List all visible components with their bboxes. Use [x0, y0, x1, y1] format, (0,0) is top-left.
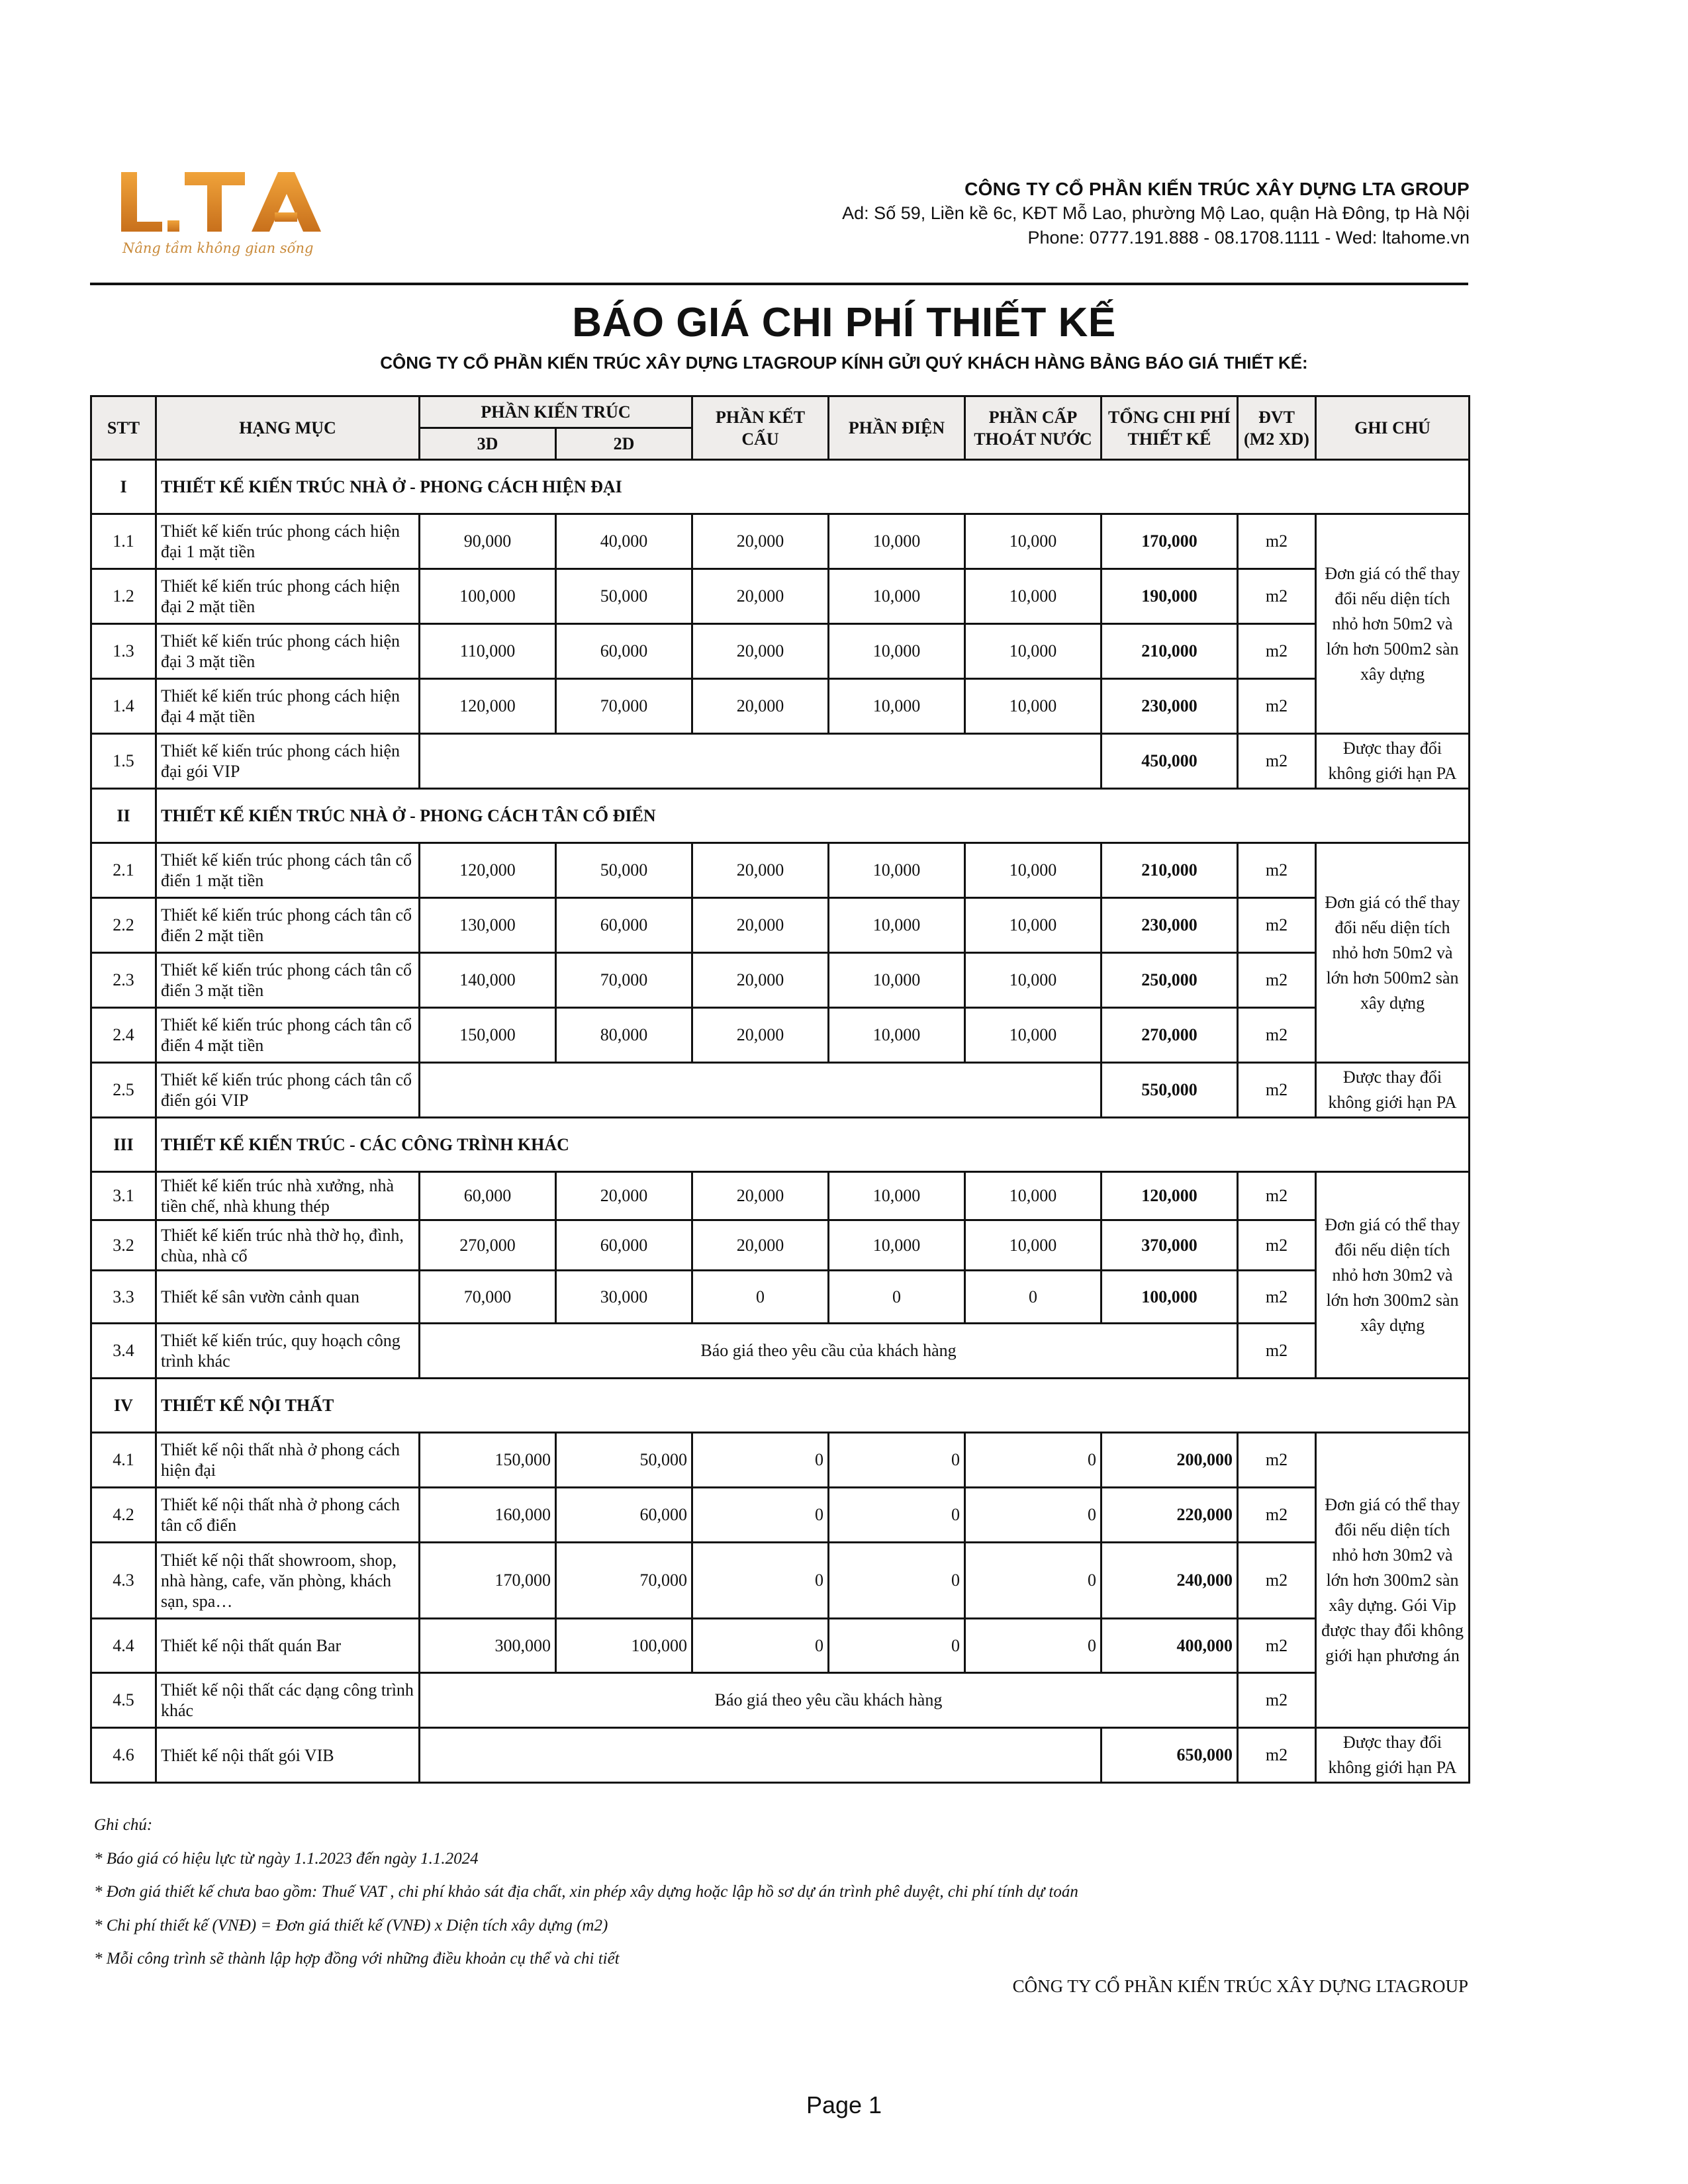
row-2d: 70,000	[556, 1543, 692, 1619]
row-structure: 0	[692, 1271, 829, 1324]
row-item-name: Thiết kế kiến trúc phong cách tân cổ điển 1 mặt tiền	[156, 843, 420, 898]
row-total: 230,000	[1102, 679, 1238, 734]
row-total: 240,000	[1102, 1543, 1238, 1619]
row-electrical: 10,000	[829, 679, 965, 734]
row-stt: 1.2	[91, 569, 156, 624]
company-contact: Phone: 0777.191.888 - 08.1708.1111 - Wed: ltahome.vn	[1027, 228, 1470, 248]
header-2d: 2D	[556, 428, 692, 460]
company-signature: CÔNG TY CỔ PHẦN KIẾN TRÚC XÂY DỰNG LTAGROUP	[1012, 1976, 1468, 1996]
table-row	[91, 1488, 1470, 1543]
row-item-name: Thiết kế nội thất showroom, shop, nhà hàng, cafe, văn phòng, khách sạn, spa…	[156, 1543, 420, 1619]
section-id: I	[91, 460, 156, 514]
row-structure: 20,000	[692, 898, 829, 953]
row-electrical: 10,000	[829, 514, 965, 569]
row-item-name: Thiết kế kiến trúc, quy hoạch công trình khác	[156, 1324, 420, 1379]
row-unit: m2	[1238, 1324, 1316, 1379]
row-plumbing: 10,000	[965, 569, 1102, 624]
note-item: * Chi phí thiết kế (VNĐ) = Đơn giá thiết kế (VNĐ) x Diện tích xây dựng (m2)	[94, 1916, 608, 1934]
page-number: Page 1	[806, 2091, 882, 2118]
row-unit: m2	[1238, 569, 1316, 624]
row-electrical: 10,000	[829, 569, 965, 624]
row-total: 550,000	[1102, 1063, 1238, 1118]
row-item-name: Thiết kế kiến trúc phong cách tân cổ điển 3 mặt tiền	[156, 953, 420, 1008]
row-electrical: 10,000	[829, 1220, 965, 1271]
row-total: 650,000	[1102, 1728, 1238, 1783]
table-row	[91, 624, 1470, 679]
row-unit: m2	[1238, 1728, 1316, 1783]
row-empty-merged	[420, 734, 1102, 789]
row-structure: 20,000	[692, 953, 829, 1008]
table-row	[91, 1324, 1470, 1379]
company-logo	[116, 169, 334, 268]
row-total: 100,000	[1102, 1271, 1238, 1324]
row-2d: 50,000	[556, 843, 692, 898]
row-2d: 70,000	[556, 679, 692, 734]
row-note: Đơn giá có thể thay đổi nếu diện tích nhỏ hơn 50m2 và lớn hơn 500m2 sàn xây dựng	[1316, 843, 1470, 1063]
row-electrical: 10,000	[829, 624, 965, 679]
row-note: Được thay đổi không giới hạn PA	[1316, 1063, 1470, 1118]
row-stt: 1.4	[91, 679, 156, 734]
row-stt: 4.6	[91, 1728, 156, 1783]
row-plumbing: 0	[965, 1433, 1102, 1488]
table-row	[91, 843, 1470, 898]
row-stt: 3.2	[91, 1220, 156, 1271]
table-row	[91, 1673, 1470, 1728]
row-item-name: Thiết kế kiến trúc phong cách hiện đại gói VIP	[156, 734, 420, 789]
row-structure: 0	[692, 1619, 829, 1673]
row-stt: 2.5	[91, 1063, 156, 1118]
table-row	[91, 1063, 1470, 1118]
header-item: HẠNG MỤC	[156, 396, 420, 460]
table-row	[91, 569, 1470, 624]
row-3d: 270,000	[420, 1220, 556, 1271]
row-electrical: 10,000	[829, 953, 965, 1008]
row-2d: 20,000	[556, 1172, 692, 1220]
table-row	[91, 679, 1470, 734]
row-total: 220,000	[1102, 1488, 1238, 1543]
row-item-name: Thiết kế kiến trúc phong cách tân cổ điển gói VIP	[156, 1063, 420, 1118]
section-title: THIẾT KẾ KIẾN TRÚC NHÀ Ở - PHONG CÁCH TÂN CỔ ĐIỂN	[156, 789, 1470, 843]
row-total: 210,000	[1102, 843, 1238, 898]
table-row	[91, 1220, 1470, 1271]
table-row	[91, 1008, 1470, 1063]
notes-section	[94, 1809, 1078, 1976]
section-row	[91, 1118, 1470, 1172]
row-plumbing: 10,000	[965, 1008, 1102, 1063]
section-title: THIẾT KẾ KIẾN TRÚC - CÁC CÔNG TRÌNH KHÁC	[156, 1118, 1470, 1172]
table-row	[91, 514, 1470, 569]
row-empty-merged	[420, 1063, 1102, 1118]
row-3d: 300,000	[420, 1619, 556, 1673]
row-unit: m2	[1238, 1172, 1316, 1220]
row-merged-quote: Báo giá theo yêu cầu khách hàng	[420, 1673, 1238, 1728]
row-3d: 100,000	[420, 569, 556, 624]
table-row	[91, 1543, 1470, 1619]
row-3d: 140,000	[420, 953, 556, 1008]
row-electrical: 0	[829, 1488, 965, 1543]
row-structure: 20,000	[692, 679, 829, 734]
row-item-name: Thiết kế nội thất các dạng công trình khác	[156, 1673, 420, 1728]
row-note: Đơn giá có thể thay đổi nếu diện tích nhỏ hơn 30m2 và lớn hơn 300m2 sàn xây dựng	[1316, 1172, 1470, 1379]
row-plumbing: 10,000	[965, 679, 1102, 734]
document-subtitle: CÔNG TY CỔ PHẦN KIẾN TRÚC XÂY DỰNG LTAGROUP KÍNH GỬI QUÝ KHÁCH HÀNG BẢNG BÁO GIÁ THIẾT KẾ:	[380, 353, 1308, 373]
row-stt: 4.1	[91, 1433, 156, 1488]
section-title: THIẾT KẾ KIẾN TRÚC NHÀ Ở - PHONG CÁCH HIỆN ĐẠI	[156, 460, 1470, 514]
row-plumbing: 10,000	[965, 624, 1102, 679]
table-row	[91, 1619, 1470, 1673]
section-row	[91, 460, 1470, 514]
row-stt: 4.4	[91, 1619, 156, 1673]
row-plumbing: 10,000	[965, 843, 1102, 898]
row-unit: m2	[1238, 1008, 1316, 1063]
company-address: Ad: Số 59, Liền kề 6c, KĐT Mỗ Lao, phường Mộ Lao, quận Hà Đông, tp Hà Nội	[842, 203, 1470, 223]
row-total: 200,000	[1102, 1433, 1238, 1488]
row-item-name: Thiết kế kiến trúc phong cách hiện đại 3 mặt tiền	[156, 624, 420, 679]
row-plumbing: 10,000	[965, 898, 1102, 953]
row-item-name: Thiết kế kiến trúc nhà xưởng, nhà tiền chế, nhà khung thép	[156, 1172, 420, 1220]
table-row	[91, 1271, 1470, 1324]
header-stt: STT	[91, 396, 156, 460]
row-electrical: 0	[829, 1271, 965, 1324]
row-2d: 30,000	[556, 1271, 692, 1324]
table-row	[91, 1433, 1470, 1488]
row-unit: m2	[1238, 898, 1316, 953]
header-plumbing: PHẦN CẤP THOÁT NƯỚC	[965, 396, 1102, 460]
row-stt: 4.5	[91, 1673, 156, 1728]
row-item-name: Thiết kế nội thất gói VIB	[156, 1728, 420, 1783]
row-total: 400,000	[1102, 1619, 1238, 1673]
quotation-table	[90, 395, 1470, 1784]
row-total: 190,000	[1102, 569, 1238, 624]
row-structure: 20,000	[692, 843, 829, 898]
row-structure: 20,000	[692, 1220, 829, 1271]
section-id: II	[91, 789, 156, 843]
row-2d: 60,000	[556, 1220, 692, 1271]
row-total: 270,000	[1102, 1008, 1238, 1063]
row-structure: 0	[692, 1488, 829, 1543]
row-3d: 120,000	[420, 843, 556, 898]
logo-tagline: Nâng tầm không gian sống	[122, 240, 314, 256]
row-structure: 20,000	[692, 1008, 829, 1063]
row-unit: m2	[1238, 1220, 1316, 1271]
row-note: Đơn giá có thể thay đổi nếu diện tích nhỏ hơn 30m2 và lớn hơn 300m2 sàn xây dựng. Gói Vip được thay đổi không giới hạn phương án	[1316, 1433, 1470, 1728]
row-3d: 170,000	[420, 1543, 556, 1619]
row-3d: 150,000	[420, 1433, 556, 1488]
table-row	[91, 953, 1470, 1008]
row-item-name: Thiết kế nội thất quán Bar	[156, 1619, 420, 1673]
table-row	[91, 734, 1470, 789]
row-total: 370,000	[1102, 1220, 1238, 1271]
row-note: Được thay đổi không giới hạn PA	[1316, 734, 1470, 789]
row-note: Được thay đổi không giới hạn PA	[1316, 1728, 1470, 1783]
section-row	[91, 1379, 1470, 1433]
row-structure: 20,000	[692, 624, 829, 679]
header-divider	[90, 283, 1468, 285]
row-plumbing: 10,000	[965, 1220, 1102, 1271]
row-electrical: 0	[829, 1433, 965, 1488]
row-unit: m2	[1238, 953, 1316, 1008]
row-electrical: 10,000	[829, 1172, 965, 1220]
row-unit: m2	[1238, 514, 1316, 569]
row-plumbing: 10,000	[965, 1172, 1102, 1220]
row-plumbing: 0	[965, 1619, 1102, 1673]
row-stt: 1.3	[91, 624, 156, 679]
row-2d: 100,000	[556, 1619, 692, 1673]
lta-logo-mark	[116, 169, 334, 242]
header-notes: GHI CHÚ	[1316, 396, 1470, 460]
row-structure: 20,000	[692, 569, 829, 624]
row-note: Đơn giá có thể thay đổi nếu diện tích nhỏ hơn 50m2 và lớn hơn 500m2 sàn xây dựng	[1316, 514, 1470, 734]
row-stt: 2.3	[91, 953, 156, 1008]
table-row	[91, 1728, 1470, 1783]
row-total: 210,000	[1102, 624, 1238, 679]
row-unit: m2	[1238, 1433, 1316, 1488]
row-3d: 120,000	[420, 679, 556, 734]
row-2d: 80,000	[556, 1008, 692, 1063]
row-plumbing: 0	[965, 1488, 1102, 1543]
row-unit: m2	[1238, 1543, 1316, 1619]
document-title: BÁO GIÁ CHI PHÍ THIẾT KẾ	[572, 300, 1116, 345]
header-total: TỔNG CHI PHÍ THIẾT KẾ	[1102, 396, 1238, 460]
header-3d: 3D	[420, 428, 556, 460]
row-stt: 2.2	[91, 898, 156, 953]
row-unit: m2	[1238, 1619, 1316, 1673]
row-total: 250,000	[1102, 953, 1238, 1008]
section-row	[91, 789, 1470, 843]
company-info	[842, 177, 1470, 250]
note-item: * Mỗi công trình sẽ thành lập hợp đồng với những điều khoản cụ thể và chi tiết	[94, 1950, 620, 1968]
row-structure: 20,000	[692, 514, 829, 569]
row-2d: 60,000	[556, 898, 692, 953]
row-2d: 60,000	[556, 1488, 692, 1543]
row-item-name: Thiết kế kiến trúc phong cách hiện đại 4 mặt tiền	[156, 679, 420, 734]
row-unit: m2	[1238, 734, 1316, 789]
row-structure: 0	[692, 1543, 829, 1619]
row-2d: 60,000	[556, 624, 692, 679]
row-3d: 90,000	[420, 514, 556, 569]
row-total: 450,000	[1102, 734, 1238, 789]
header-unit: ĐVT (M2 XD)	[1238, 396, 1316, 460]
row-stt: 1.5	[91, 734, 156, 789]
row-stt: 3.1	[91, 1172, 156, 1220]
row-2d: 50,000	[556, 569, 692, 624]
table-row	[91, 1172, 1470, 1220]
row-total: 120,000	[1102, 1172, 1238, 1220]
row-3d: 110,000	[420, 624, 556, 679]
row-stt: 3.4	[91, 1324, 156, 1379]
row-unit: m2	[1238, 1271, 1316, 1324]
row-2d: 40,000	[556, 514, 692, 569]
row-stt: 2.1	[91, 843, 156, 898]
row-item-name: Thiết kế nội thất nhà ở phong cách hiện đại	[156, 1433, 420, 1488]
row-3d: 60,000	[420, 1172, 556, 1220]
section-id: IV	[91, 1379, 156, 1433]
header-structure: PHẦN KẾT CẤU	[692, 396, 829, 460]
row-3d: 70,000	[420, 1271, 556, 1324]
header-architecture: PHẦN KIẾN TRÚC	[420, 396, 692, 428]
section-title: THIẾT KẾ NỘI THẤT	[156, 1379, 1470, 1433]
row-plumbing: 10,000	[965, 953, 1102, 1008]
row-item-name: Thiết kế kiến trúc nhà thờ họ, đình, chùa, nhà cổ	[156, 1220, 420, 1271]
note-item: * Đơn giá thiết kế chưa bao gồm: Thuế VAT , chi phí khảo sát địa chất, xin phép xây dựng hoặc lập hồ sơ dự án trình phê duyệt, chi phí tính dự toán	[94, 1883, 1078, 1901]
row-stt: 4.3	[91, 1543, 156, 1619]
row-item-name: Thiết kế kiến trúc phong cách tân cổ điển 2 mặt tiền	[156, 898, 420, 953]
row-unit: m2	[1238, 1488, 1316, 1543]
section-id: III	[91, 1118, 156, 1172]
row-plumbing: 10,000	[965, 514, 1102, 569]
row-2d: 50,000	[556, 1433, 692, 1488]
row-3d: 130,000	[420, 898, 556, 953]
row-2d: 70,000	[556, 953, 692, 1008]
row-3d: 150,000	[420, 1008, 556, 1063]
row-electrical: 10,000	[829, 1008, 965, 1063]
row-electrical: 10,000	[829, 843, 965, 898]
company-name: CÔNG TY CỔ PHẦN KIẾN TRÚC XÂY DỰNG LTA GROUP	[964, 179, 1470, 199]
row-item-name: Thiết kế sân vườn cảnh quan	[156, 1271, 420, 1324]
row-empty-merged	[420, 1728, 1102, 1783]
row-structure: 20,000	[692, 1172, 829, 1220]
row-plumbing: 0	[965, 1543, 1102, 1619]
row-electrical: 10,000	[829, 898, 965, 953]
row-item-name: Thiết kế kiến trúc phong cách hiện đại 2 mặt tiền	[156, 569, 420, 624]
row-unit: m2	[1238, 679, 1316, 734]
table-row	[91, 898, 1470, 953]
row-unit: m2	[1238, 1063, 1316, 1118]
row-stt: 1.1	[91, 514, 156, 569]
row-structure: 0	[692, 1433, 829, 1488]
row-plumbing: 0	[965, 1271, 1102, 1324]
notes-heading: Ghi chú:	[94, 1816, 153, 1834]
row-unit: m2	[1238, 843, 1316, 898]
row-3d: 160,000	[420, 1488, 556, 1543]
row-item-name: Thiết kế kiến trúc phong cách hiện đại 1 mặt tiền	[156, 514, 420, 569]
row-item-name: Thiết kế nội thất nhà ở phong cách tân cổ điển	[156, 1488, 420, 1543]
row-total: 230,000	[1102, 898, 1238, 953]
row-stt: 2.4	[91, 1008, 156, 1063]
row-electrical: 0	[829, 1619, 965, 1673]
header-electrical: PHẦN ĐIỆN	[829, 396, 965, 460]
row-electrical: 0	[829, 1543, 965, 1619]
row-total: 170,000	[1102, 514, 1238, 569]
note-item: * Báo giá có hiệu lực từ ngày 1.1.2023 đến ngày 1.1.2024	[94, 1849, 479, 1868]
row-merged-quote: Báo giá theo yêu cầu của khách hàng	[420, 1324, 1238, 1379]
row-stt: 3.3	[91, 1271, 156, 1324]
row-unit: m2	[1238, 624, 1316, 679]
row-stt: 4.2	[91, 1488, 156, 1543]
row-item-name: Thiết kế kiến trúc phong cách tân cổ điển 4 mặt tiền	[156, 1008, 420, 1063]
row-unit: m2	[1238, 1673, 1316, 1728]
